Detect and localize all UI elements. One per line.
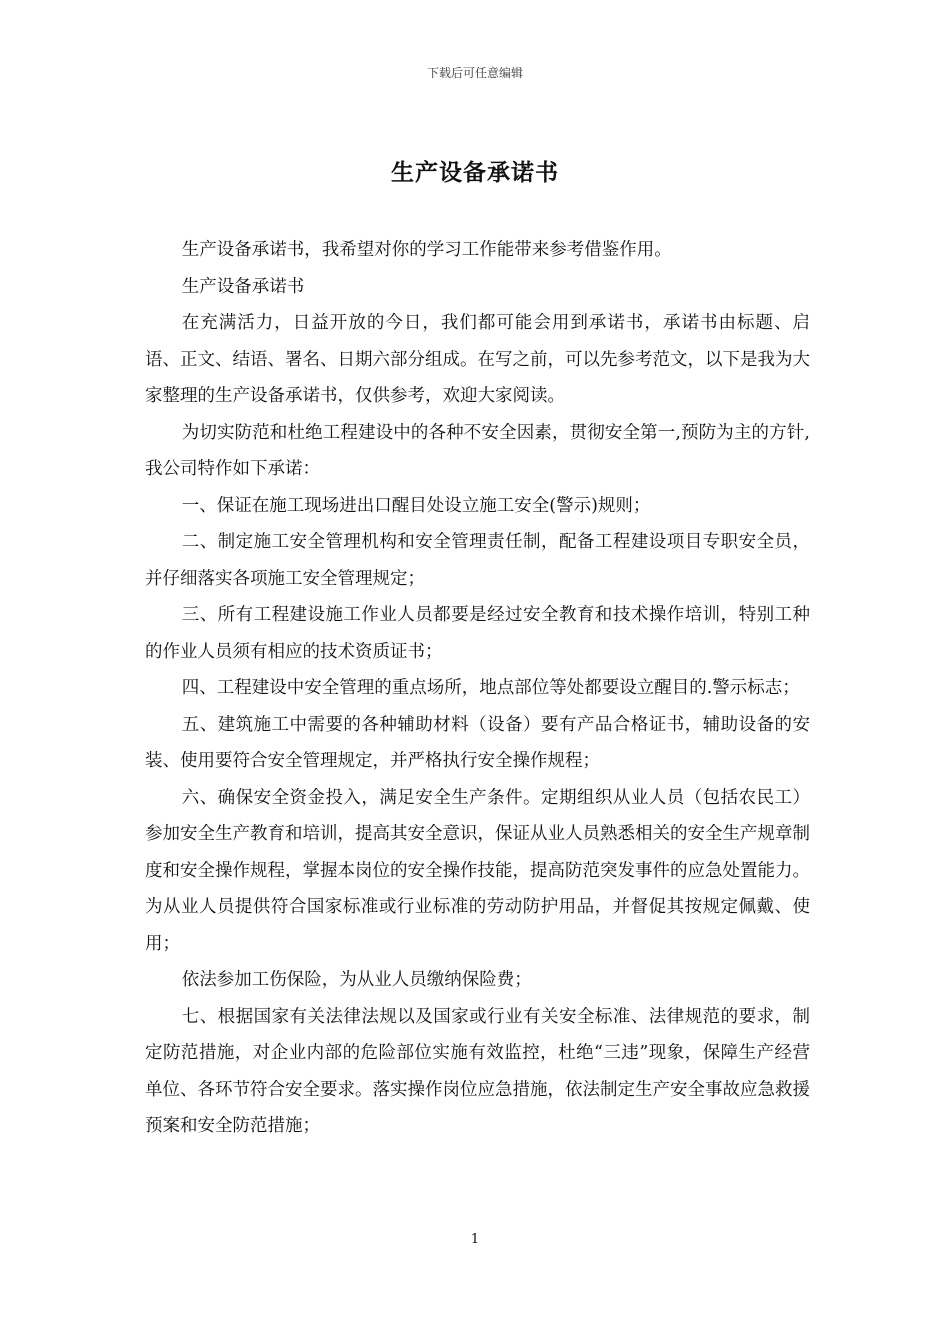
header-note: 下载后可任意编辑 — [426, 66, 523, 80]
document-body — [145, 232, 810, 1145]
paragraph-intro: 生产设备承诺书，我希望对你的学习工作能带来参考借鉴作用。 — [181, 240, 672, 260]
paragraph-subtitle: 生产设备承诺书 — [181, 276, 305, 297]
page-number: 1 — [470, 1232, 480, 1247]
paragraph-commitment-intro: 为切实防范和杜绝工程建设中的各种不安全因素，贯彻安全第一,预防为主的方针,我公司特作如下承诺： — [145, 422, 810, 479]
paragraph-item-2: 二、制定施工安全管理机构和安全管理责任制，配备工程建设项目专职安全员，并仔细落实各项施工安全管理规定； — [145, 532, 810, 589]
paragraph-insurance: 依法参加工伤保险，为从业人员缴纳保险费； — [181, 970, 532, 990]
paragraph-item-1: 一、保证在施工现场进出口醒目处设立施工安全(警示)规则； — [181, 495, 651, 516]
paragraph-item-5: 五、建筑施工中需要的各种辅助材料（设备）要有产品合格证书，辅助设备的安装、使用要符合安全管理规定，并严格执行安全操作规程； — [145, 714, 810, 771]
paragraph-item-6: 六、确保安全资金投入，满足安全生产条件。定期组织从业人员（包括农民工）参加安全生产教育和培训，提高其安全意识，保证从业人员熟悉相关的安全生产规章制度和安全操作规程，掌握本岗位的安全操作技能，提高防范突发事件的应急处置能力。为从业人员提供符合国家标准或行业标准的劳动防护用品，并督促其按规定佩戴、使用； — [145, 787, 810, 954]
document-title: 生产设备承诺书 — [391, 159, 559, 186]
paragraph-item-3: 三、所有工程建设施工作业人员都要是经过安全教育和技术操作培训，特别工种的作业人员须有相应的技术资质证书； — [145, 605, 810, 662]
paragraph-item-4: 四、工程建设中安全管理的重点场所，地点部位等处都要设立醒目的.警示标志； — [181, 678, 800, 698]
paragraph-preface: 在充满活力，日益开放的今日，我们都可能会用到承诺书，承诺书由标题、启语、正文、结语、署名、日期六部分组成。在写之前，可以先参考范文，以下是我为大家整理的生产设备承诺书，仅供参考，欢迎大家阅读。 — [145, 313, 810, 406]
paragraph-item-7: 七、根据国家有关法律法规以及国家或行业有关安全标准、法律规范的要求，制定防范措施，对企业内部的危险部位实施有效监控，杜绝“三违”现象，保障生产经营单位、各环节符合安全要求。落实操作岗位应急措施，依法制定生产安全事故应急救援预案和安全防范措施； — [145, 1006, 810, 1136]
